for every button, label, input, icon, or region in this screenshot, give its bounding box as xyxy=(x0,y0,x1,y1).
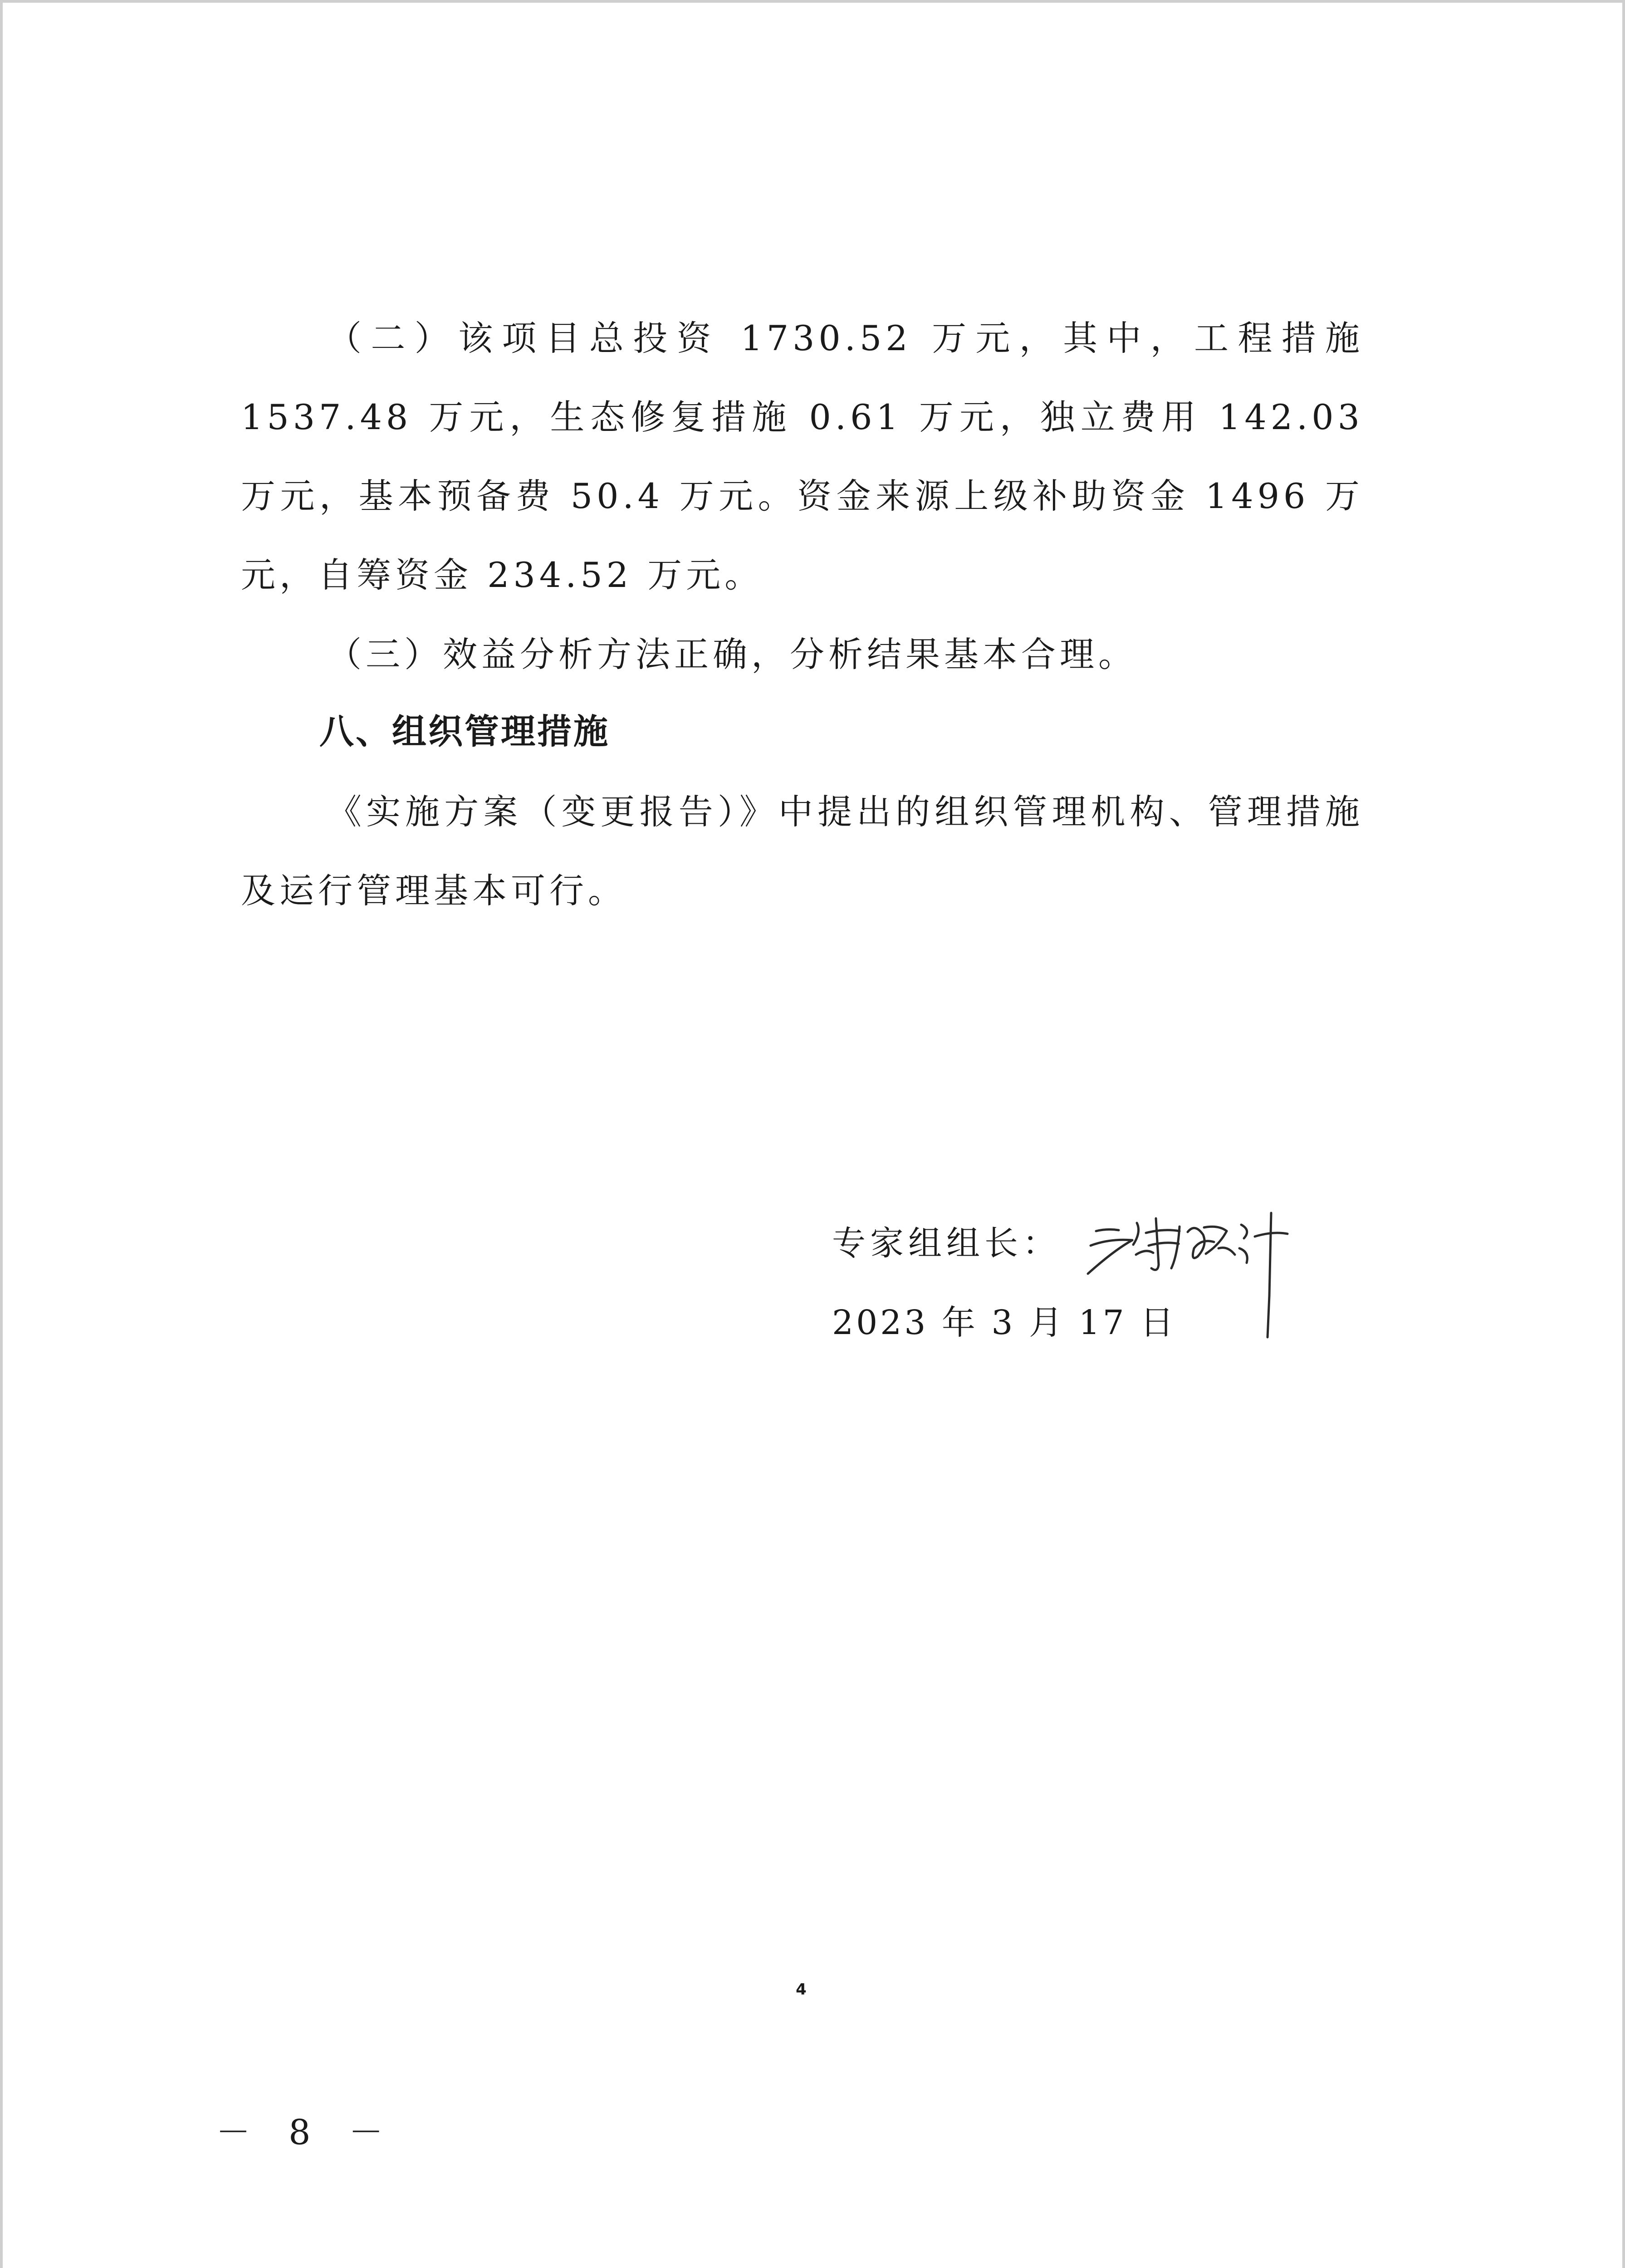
signature-label: 专家组组长： xyxy=(832,1224,1061,1263)
paragraph-benefit-analysis: （三）效益分析方法正确，分析结果基本合理。 xyxy=(327,634,1137,675)
signature-date: 2023 年 3 月 17 日 xyxy=(832,1303,1177,1342)
inner-page-number: 4 xyxy=(796,1980,807,1999)
section-heading: 八、组织管理措施 xyxy=(319,711,610,752)
paragraph-investment: （二）该项目总投资 1730.52 万元，其中，工程措施 1537.48 万元，生态修复措施 0.61 万元，独立费用 142.03 万元，基本预备费 50.4 万元。资金来源上级补助资金 1496 万元，自筹资金 234.52 万元。 xyxy=(241,318,1364,595)
paragraph-organization-management: 《实施方案（变更报告）》中提出的组织管理机构、管理措施及运行管理基本可行。 xyxy=(241,792,1364,911)
outer-page-number: － 8 － xyxy=(216,2112,397,2152)
